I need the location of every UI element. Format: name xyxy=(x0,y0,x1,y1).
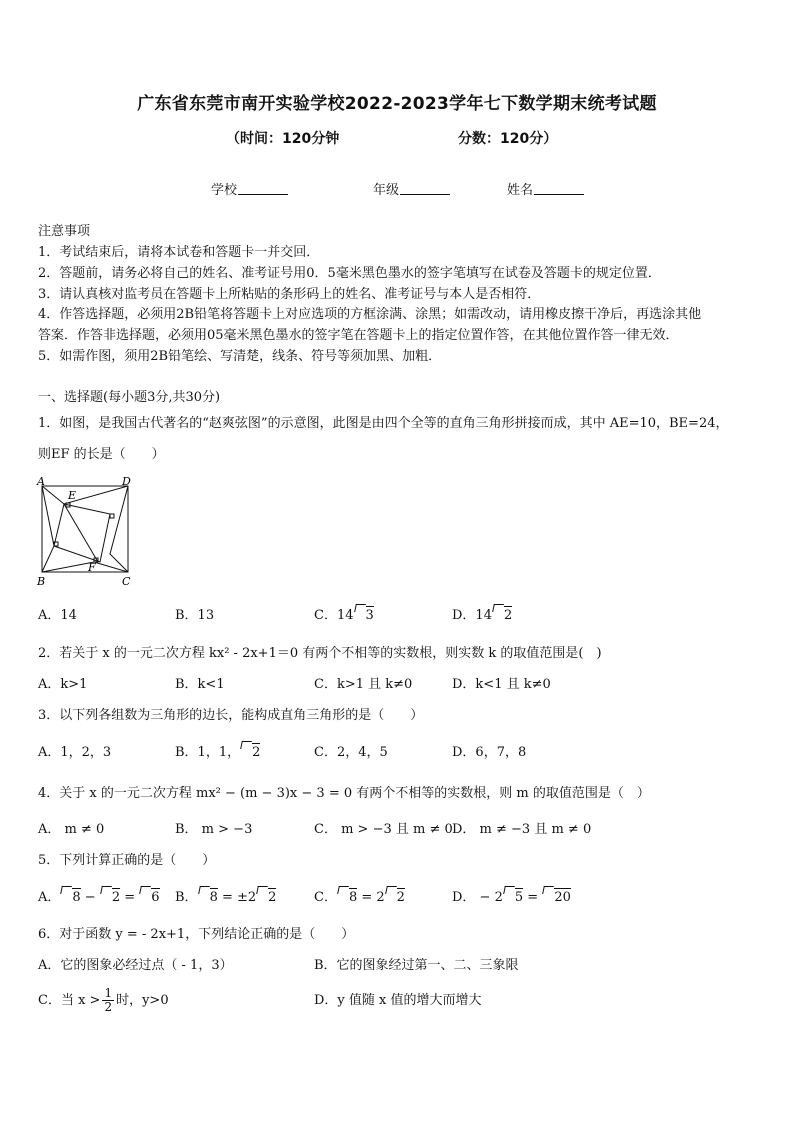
q1-option-c[interactable]: C．14 3 xyxy=(314,608,374,623)
note-item: 3．请认真核对监考员在答题卡上所粘贴的条形码上的姓名、准考证号与本人是否相符． xyxy=(38,287,541,302)
note-item: 2．答题前，请务必将自己的姓名、准考证号用0．5毫米黑色墨水的签字笔填写在试卷及答题卡的规定位置． xyxy=(38,266,661,281)
q6-option-b[interactable]: B．它的图象经过第一、二、三象限 xyxy=(314,958,519,973)
q4-text: 4．关于 x 的一元二次方程 mx² − (m − 3)x − 3 = 0 有两个不相等的实数根，则 m 的取值范围是（ ） xyxy=(38,786,650,801)
diagram-label-c: C xyxy=(122,575,131,588)
q4-option-b[interactable]: B． m > −3 xyxy=(175,822,253,837)
fraction-half: $\frac{1}{2}$ xyxy=(104,986,113,1014)
q5-option-d[interactable]: D． − 2 5 = 20 xyxy=(452,890,571,905)
q3-option-a[interactable]: A．1，2，3 xyxy=(38,745,112,760)
q3-option-d[interactable]: D．6，7，8 xyxy=(452,745,527,760)
grade-label: 年级 xyxy=(373,183,400,198)
note-item: 5．如需作图，须用2B铅笔绘、写清楚，线条、符号等须加黑、加粗． xyxy=(38,349,442,364)
q1-option-b[interactable]: B．13 xyxy=(175,608,215,623)
q2-option-b[interactable]: B．k<1 xyxy=(175,677,225,692)
diagram-label-f: F xyxy=(88,561,96,574)
q1-text-2: 则EF 的长是（ ） xyxy=(38,447,165,462)
q2-option-a[interactable]: A．k>1 xyxy=(38,677,88,692)
q2-text: 2．若关于 x 的一元二次方程 kx² - 2x+1＝0 有两个不相等的实数根，则实数 k 的取值范围是( ) xyxy=(38,646,602,661)
note-item: 1．考试结束后，请将本试卷和答题卡一并交回． xyxy=(38,245,320,260)
exam-title: 广东省东莞市南开实验学校2022-2023学年七下数学期末统考试题 xyxy=(137,94,657,114)
q6-option-c[interactable]: C．当 x > $\frac{1}{2}$ 时，y>0 xyxy=(38,986,169,1014)
q4-option-c[interactable]: C． m > −3 且 m ≠ 0 xyxy=(314,822,453,837)
q4-option-d[interactable]: D． m ≠ −3 且 m ≠ 0 xyxy=(452,822,592,837)
zhao-shuang-diagram xyxy=(34,474,138,592)
q6-option-d[interactable]: D．y 值随 x 值的增大而增大 xyxy=(314,993,482,1008)
q1-option-a[interactable]: A．14 xyxy=(38,608,77,623)
diagram-label-a: A xyxy=(37,475,45,488)
note-item: 答案．作答非选择题，必须用05毫米黑色墨水的签字笔在答题卡上的指定位置作答，在其他位置作答一律无效． xyxy=(38,328,679,343)
q1-option-d[interactable]: D．14 2 xyxy=(452,608,513,623)
school-label: 学校 xyxy=(211,183,238,198)
diagram-label-e: E xyxy=(68,489,77,502)
school-field[interactable] xyxy=(211,181,288,199)
section-heading: 一、选择题(每小题3分,共30分) xyxy=(38,390,221,405)
note-item: 4．作答选择题，必须用2B铅笔将答题卡上对应选项的方框涂满、涂黑；如需改动，请用橡皮擦干净后，再选涂其他 xyxy=(38,307,702,322)
q3-option-b[interactable]: B．1，1， 2 xyxy=(175,745,261,760)
q5-option-a[interactable]: A． 8 − 2 = 6 xyxy=(38,890,160,905)
diagram-label-b: B xyxy=(37,575,46,588)
grade-field[interactable] xyxy=(373,181,450,199)
q5-option-c[interactable]: C． 8 = 2 2 xyxy=(314,890,405,905)
diagram-label-d: D xyxy=(122,475,131,488)
name-field[interactable] xyxy=(507,181,584,199)
q1-text: 1．如图，是我国古代著名的“赵爽弦图”的示意图，此图是由四个全等的直角三角形拼接而成，其中 AE=10，BE=24， xyxy=(38,416,729,431)
q6-option-a[interactable]: A．它的图象必经过点（ - 1，3） xyxy=(38,958,233,973)
q2-option-d[interactable]: D．k<1 且 k≠0 xyxy=(452,677,551,692)
notes-heading: 注意事项 xyxy=(38,224,91,239)
q5-option-b[interactable]: B． 8 = ±2 2 xyxy=(175,890,277,905)
exam-score: 分数：120分） xyxy=(458,131,558,147)
q3-option-c[interactable]: C．2，4，5 xyxy=(314,745,388,760)
q2-option-c[interactable]: C．k>1 且 k≠0 xyxy=(314,677,413,692)
q5-text: 5．下列计算正确的是（ ） xyxy=(38,853,216,868)
exam-time: （时间：120分钟 xyxy=(226,131,340,147)
q6-text: 6．对于函数 y = - 2x+1，下列结论正确的是（ ） xyxy=(38,927,355,942)
name-label: 姓名 xyxy=(507,183,534,198)
q3-text: 3．以下列各组数为三角形的边长，能构成直角三角形的是（ ） xyxy=(38,708,424,723)
q4-option-a[interactable]: A． m ≠ 0 xyxy=(38,822,105,837)
